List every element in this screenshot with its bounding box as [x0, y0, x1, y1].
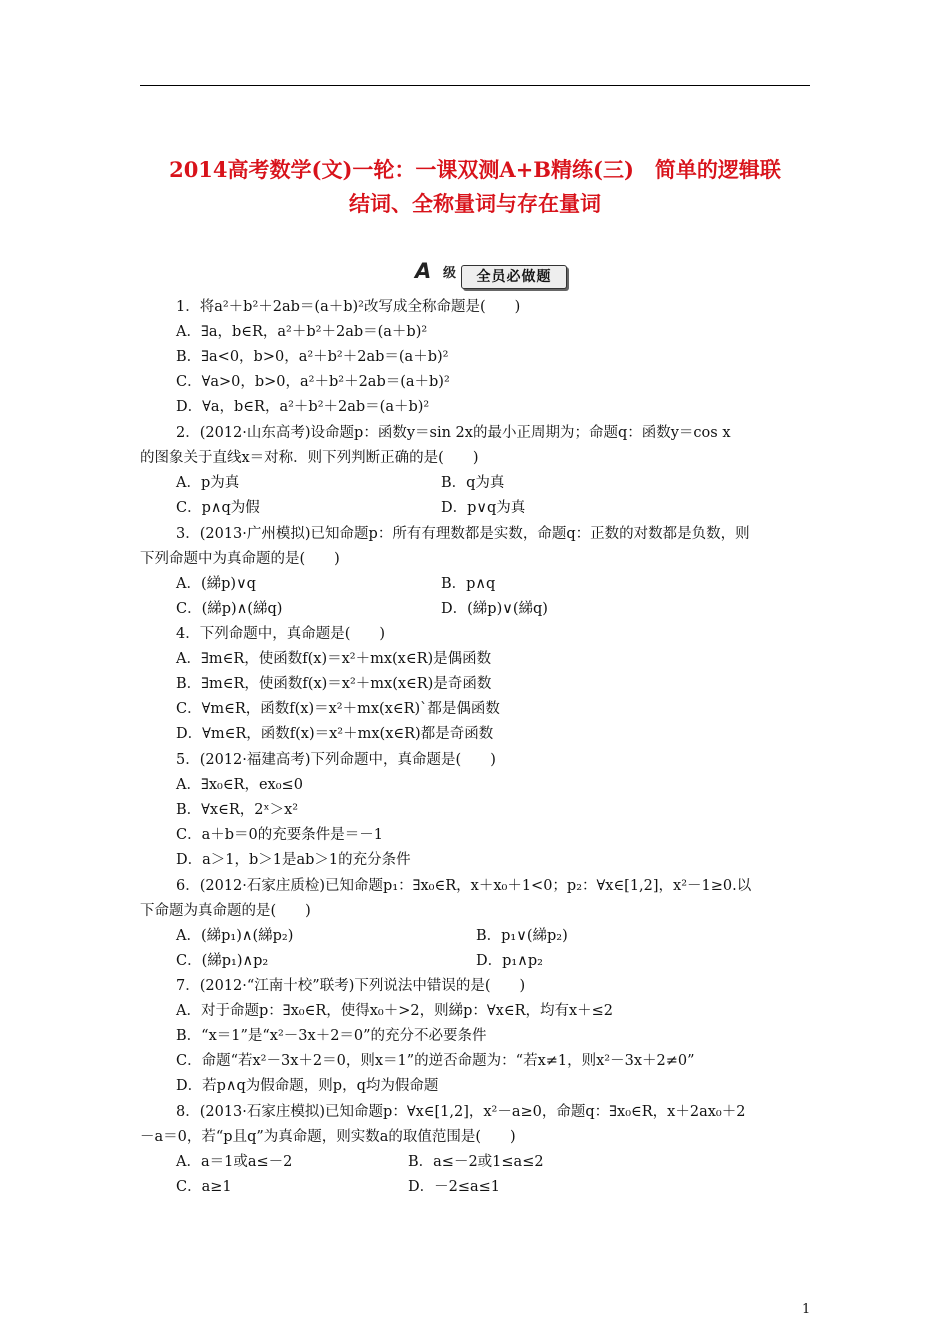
answer-option: A．(綈p₁)∧(綈p₂) [176, 928, 294, 944]
answer-option: D．p₁∧p₂ [476, 953, 543, 969]
header-rule [140, 85, 810, 86]
question-text: 3．(2013·广州模拟)已知命题p：所有有理数都是实数，命题q：正数的对数都是负数，则 [176, 526, 750, 542]
answer-option: A．∃a，b∈R，a²＋b²＋2ab＝(a＋b)² [176, 324, 428, 340]
question-text: 5．(2012·福建高考)下列命题中，真命题是( ) [176, 752, 496, 768]
section-badge [411, 259, 569, 289]
answer-option: A．∃m∈R，使函数f(x)＝x²＋mx(x∈R)是偶函数 [176, 651, 492, 667]
answer-option: C．(綈p₁)∧p₂ [176, 953, 269, 969]
question-text: 4．下列命题中，真命题是( ) [176, 626, 386, 642]
answer-option: C．∀m∈R，函数f(x)＝x²＋mx(x∈R)`都是偶函数 [176, 701, 500, 717]
answer-option: C．p∧q为假 [176, 500, 260, 516]
answer-option: B．∃m∈R，使函数f(x)＝x²＋mx(x∈R)是奇函数 [176, 676, 492, 692]
answer-option: B．p∧q [441, 576, 496, 592]
question-text: 1．将a²＋b²＋2ab＝(a＋b)²改写成全称命题是( ) [176, 299, 521, 315]
page-title-line-2: 结词、全称量词与存在量词 [349, 191, 601, 216]
question-continuation: 的图象关于直线x＝对称．则下列判断正确的是( ) [140, 450, 479, 466]
answer-option: D．(綈p)∨(綈q) [441, 601, 548, 617]
answer-option: D．∀m∈R，函数f(x)＝x²＋mx(x∈R)都是奇函数 [176, 726, 494, 742]
answer-option: C．(綈p)∧(綈q) [176, 601, 283, 617]
answer-option: B．a≤－2或1≤a≤2 [408, 1154, 544, 1170]
page-number: 1 [802, 1302, 811, 1317]
badge-level-suffix: 级 [443, 266, 457, 281]
answer-option: A．p为真 [176, 475, 240, 491]
answer-option: D．若p∧q为假命题，则p，q均为假命题 [176, 1078, 439, 1094]
answer-option: D．p∨q为真 [441, 500, 526, 516]
answer-option: B．q为真 [441, 475, 505, 491]
answer-option: A．∃x₀∈R，ex₀≤0 [176, 777, 303, 793]
badge-level: A [415, 259, 432, 283]
answer-option: D．a＞1，b＞1是ab＞1的充分条件 [176, 852, 411, 868]
badge-label: 全员必做题 [461, 265, 567, 289]
answer-option: A．(綈p)∨q [176, 576, 256, 592]
question-continuation: 下列命题中为真命题的是( ) [140, 551, 340, 567]
question-text: 2．(2012·山东高考)设命题p：函数y＝sin 2x的最小正周期为；命题q：函数y＝cos x [176, 425, 731, 441]
answer-option: B．p₁∨(綈p₂) [476, 928, 568, 944]
question-continuation: 下命题为真命题的是( ) [140, 903, 311, 919]
answer-option: C．命题“若x²－3x＋2＝0，则x＝1”的逆否命题为：“若x≠1，则x²－3x＋2≠0” [176, 1053, 695, 1069]
answer-option: A．对于命题p：∃x₀∈R，使得x₀＋>2，则綈p：∀x∈R，均有x＋≤2 [176, 1003, 614, 1019]
question-continuation: －a＝0，若“p且q”为真命题，则实数a的取值范围是( ) [140, 1129, 516, 1145]
question-text: 6．(2012·石家庄质检)已知命题p₁：∃x₀∈R，x＋x₀＋1<0；p₂：∀x∈[1,2]，x²－1≥0.以 [176, 878, 752, 894]
page-title-line-1: 2014高考数学(文)一轮：一课双测A+B精练(三) 简单的逻辑联 [169, 157, 781, 182]
answer-option: C．a≥1 [176, 1179, 232, 1195]
answer-option: C．a＋b＝0的充要条件是＝－1 [176, 827, 383, 843]
answer-option: A．a＝1或a≤－2 [176, 1154, 293, 1170]
question-text: 8．(2013·石家庄模拟)已知命题p：∀x∈[1,2]，x²－a≥0，命题q：∃x₀∈R，x＋2ax₀＋2 [176, 1104, 746, 1120]
answer-option: D．－2≤a≤1 [408, 1179, 501, 1195]
answer-option: C．∀a>0，b>0，a²＋b²＋2ab＝(a＋b)² [176, 374, 450, 390]
answer-option: D．∀a，b∈R，a²＋b²＋2ab＝(a＋b)² [176, 399, 430, 415]
answer-option: B．∀x∈R，2ˣ＞x² [176, 802, 299, 818]
question-text: 7．(2012·“江南十校”联考)下列说法中错误的是( ) [176, 978, 526, 994]
answer-option: B．∃a<0，b>0，a²＋b²＋2ab＝(a＋b)² [176, 349, 449, 365]
answer-option: B．“x＝1”是“x²－3x＋2＝0”的充分不必要条件 [176, 1028, 487, 1044]
